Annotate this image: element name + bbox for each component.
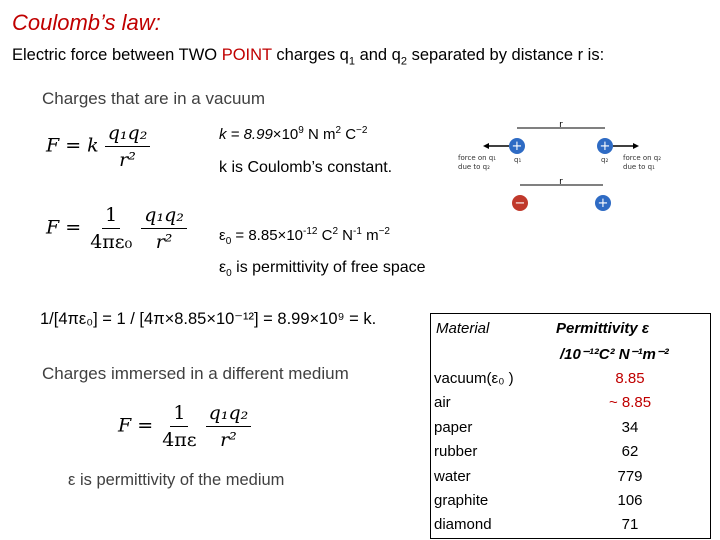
vacuum-heading: Charges that are in a vacuum	[42, 89, 266, 108]
page-title: Coulomb’s law:	[12, 10, 161, 35]
table-cell-value: ~ 8.85	[608, 394, 652, 412]
plus-sign-q1: +	[511, 139, 523, 154]
eps0-desc-symbol: ε	[219, 259, 227, 276]
force-arrowhead-left	[483, 143, 489, 149]
force-arrowhead-right	[633, 143, 639, 149]
eps-medium-description: ε is permittivity of the medium	[68, 471, 285, 489]
eq3-fraction2	[206, 402, 252, 451]
subtitle-sub1: 1	[348, 55, 355, 68]
equation-coulomb-eps0	[46, 204, 187, 253]
eps0-exp: -12	[303, 226, 318, 237]
eq1-fraction	[105, 122, 151, 171]
subtitle-post3: separated by distance r is:	[406, 46, 605, 64]
table-cell-material: vacuum(ε₀ )	[434, 370, 514, 387]
eps0-e4: −2	[378, 226, 390, 237]
eps0-symbol: ε	[219, 227, 226, 244]
r-label-bottom: r	[559, 177, 563, 187]
equation-coulomb-eps	[118, 402, 251, 451]
table-cell-value: 71	[621, 516, 639, 534]
eps0-description	[219, 259, 426, 279]
k-value-ten: 10	[281, 126, 299, 143]
eps0-m: m	[361, 227, 379, 244]
subtitle	[12, 46, 604, 67]
table-cell-material: graphite	[434, 492, 489, 509]
left-caption-line2: due to q₂	[458, 163, 490, 171]
k-description: k is Coulomb’s constant.	[219, 159, 393, 176]
relation-equation: 1/[4πε₀] = 1 / [4π×8.85×10⁻¹²] = 8.99×10⁹ = k.	[40, 310, 377, 328]
table-header-permittivity: Permittivity ε	[556, 320, 650, 337]
q1-label: q₁	[514, 156, 522, 164]
k-value-c: C	[341, 126, 357, 143]
k-value-e3: −2	[356, 125, 368, 136]
k-value-unit: N m	[303, 126, 336, 143]
eq2-numerator2: q₁q₂	[141, 204, 187, 229]
eq3-denominator2: r²	[220, 429, 237, 451]
eps0-sub: 0	[225, 236, 232, 247]
eps0-c: C	[317, 227, 333, 244]
eq2-numerator1: 1	[102, 204, 120, 229]
eps0-e2: 2	[332, 226, 339, 237]
minus-sign: −	[514, 196, 526, 211]
k-value-e2: 2	[335, 125, 342, 136]
eq1-denominator: r²	[119, 149, 136, 171]
subtitle-pre: Electric force between TWO	[12, 46, 222, 64]
plus-sign-bottom: +	[597, 196, 609, 211]
eq2-denominator1: 4πε₀	[90, 231, 133, 253]
k-value-times: ×	[272, 126, 282, 143]
subtitle-point: POINT	[221, 46, 272, 64]
table-cell-material: water	[434, 467, 471, 485]
eps0-mid: = 8.85	[231, 227, 278, 244]
table-cell-material: paper	[434, 418, 473, 436]
eps0-n: N	[338, 227, 354, 244]
eq2-fraction1	[87, 204, 135, 253]
q2-label: q₂	[601, 156, 609, 164]
medium-heading: Charges immersed in a different medium	[42, 364, 349, 383]
table-cell-value: 8.85	[615, 370, 645, 387]
table-cell-material: diamond	[434, 516, 492, 534]
table-cell-value: 34	[621, 418, 639, 436]
eq3-fraction1	[159, 402, 199, 451]
table-header-units: /10⁻¹²C² N⁻¹m⁻²	[560, 346, 669, 363]
right-caption-line2: due to q₁	[623, 163, 655, 171]
eps0-e3: -1	[353, 226, 362, 237]
table-cell-material: air	[434, 394, 451, 412]
left-caption-line1: force on q₁	[458, 154, 497, 162]
k-value-pre: k = 8.99	[219, 126, 273, 143]
subtitle-post2: and q	[354, 46, 401, 64]
table-header-material: Material	[436, 320, 490, 337]
eps0-times: ×	[277, 227, 287, 244]
table-cell-value: 106	[617, 492, 643, 509]
k-value	[219, 125, 367, 143]
eps0-value	[219, 226, 390, 247]
eq1-numerator: q₁q₂	[105, 122, 151, 147]
subtitle-sub2: 2	[400, 55, 407, 68]
k-value-exp: 9	[298, 125, 304, 136]
subtitle-post1: charges q	[271, 46, 349, 64]
eq2-fraction2	[141, 204, 187, 253]
eps0-desc-sub: 0	[226, 268, 232, 280]
right-caption-line1: force on q₂	[623, 154, 662, 162]
table-cell-value: 779	[617, 467, 643, 485]
eq3-lhs: F =	[118, 414, 154, 437]
eq3-numerator1: 1	[170, 402, 188, 427]
eq3-denominator1: 4πε	[162, 429, 197, 451]
eq3-numerator2: q₁q₂	[206, 402, 252, 427]
eps0-desc-rest: is permittivity of free space	[231, 259, 426, 276]
plus-sign-q2: +	[599, 139, 611, 154]
eq2-denominator2: r²	[155, 231, 173, 253]
eq2-lhs: F =	[46, 216, 82, 239]
equation-coulomb-k	[46, 122, 150, 171]
table-cell-value: 62	[621, 443, 639, 461]
table-cell-material: rubber	[434, 443, 478, 461]
eq1-lhs: F = k	[46, 134, 99, 157]
eps0-ten: 10	[286, 227, 303, 244]
r-label-top: r	[559, 122, 563, 130]
charge-diagram	[455, 122, 680, 214]
